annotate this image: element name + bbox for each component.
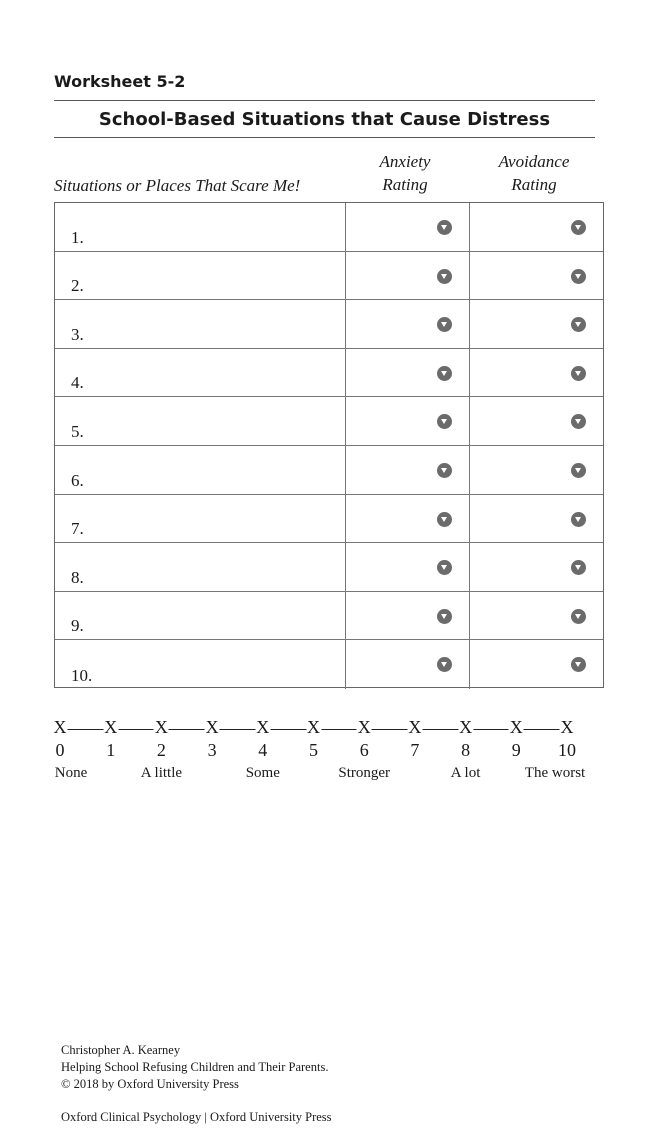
scale-mark: X <box>104 717 118 737</box>
anxiety-rating-cell[interactable] <box>346 543 470 591</box>
row-number: 2. <box>71 276 84 296</box>
avoidance-header-line1: Avoidance <box>498 152 570 171</box>
footer-book: Helping School Refusing Children and Their Parents. <box>61 1060 329 1074</box>
avoidance-dropdown-icon[interactable] <box>571 269 586 284</box>
avoidance-dropdown-icon[interactable] <box>571 657 586 672</box>
footer-author: Christopher A. Kearney <box>61 1043 181 1057</box>
anxiety-rating-cell[interactable] <box>346 446 470 494</box>
top-rule <box>54 100 595 101</box>
anxiety-column-header <box>345 150 465 196</box>
anxiety-rating-cell[interactable] <box>346 495 470 543</box>
row-number: 1. <box>71 227 84 247</box>
scale-number: 0 <box>55 740 65 760</box>
avoidance-dropdown-icon[interactable] <box>571 609 586 624</box>
scale-number: 10 <box>558 740 576 760</box>
row-number: 5. <box>71 421 84 441</box>
anxiety-rating-cell[interactable] <box>346 252 470 300</box>
anxiety-dropdown-icon[interactable] <box>437 414 452 429</box>
table-row <box>55 252 603 301</box>
scale-mark: X <box>408 717 422 737</box>
situations-table <box>54 202 604 688</box>
table-row <box>55 203 603 252</box>
scale-word: Stronger <box>338 765 391 781</box>
situation-cell[interactable] <box>55 397 346 445</box>
avoidance-dropdown-icon[interactable] <box>571 317 586 332</box>
avoidance-rating-cell[interactable] <box>470 640 603 689</box>
scale-mark: X <box>205 717 219 737</box>
scale-number: 2 <box>156 740 166 760</box>
table-row <box>55 446 603 495</box>
avoidance-rating-cell[interactable] <box>470 397 603 445</box>
table-row <box>55 543 603 592</box>
scale-number: 1 <box>106 740 116 760</box>
scale-number: 9 <box>511 740 521 760</box>
scale-number: 8 <box>461 740 471 760</box>
anxiety-dropdown-icon[interactable] <box>437 220 452 235</box>
situation-cell[interactable] <box>55 349 346 397</box>
anxiety-header-line1: Anxiety <box>379 152 431 171</box>
situation-cell[interactable] <box>55 495 346 543</box>
scale-number: 5 <box>309 740 318 760</box>
avoidance-dropdown-icon[interactable] <box>571 512 586 527</box>
situation-cell[interactable] <box>55 203 346 251</box>
table-row <box>55 300 603 349</box>
anxiety-rating-cell[interactable] <box>346 592 470 640</box>
scale-mark: X <box>307 717 320 737</box>
table-row <box>55 495 603 544</box>
table-row <box>55 640 603 689</box>
anxiety-dropdown-icon[interactable] <box>437 512 452 527</box>
situation-cell[interactable] <box>55 592 346 640</box>
row-number: 9. <box>71 616 84 636</box>
scale-number: 6 <box>359 740 369 760</box>
avoidance-dropdown-icon[interactable] <box>571 414 586 429</box>
footer-copyright: © 2018 by Oxford University Press <box>61 1077 239 1091</box>
scale-mark: X <box>459 717 473 737</box>
row-number: 10. <box>71 665 93 685</box>
row-number: 4. <box>71 373 84 393</box>
scale-mark: X <box>509 717 523 737</box>
scale-mark: X <box>256 717 270 737</box>
scale-word: None <box>54 765 88 781</box>
row-number: 7. <box>71 519 84 539</box>
anxiety-rating-cell[interactable] <box>346 300 470 348</box>
anxiety-dropdown-icon[interactable] <box>437 269 452 284</box>
situation-cell[interactable] <box>55 543 346 591</box>
table-row <box>55 592 603 641</box>
avoidance-rating-cell[interactable] <box>470 300 603 348</box>
anxiety-dropdown-icon[interactable] <box>437 366 452 381</box>
anxiety-header-line2: Rating <box>382 175 428 194</box>
situation-cell[interactable] <box>55 300 346 348</box>
avoidance-rating-cell[interactable] <box>470 543 603 591</box>
scale-word: A lot <box>450 765 481 781</box>
scale-mark: X <box>53 717 67 737</box>
scale-word: The worst <box>524 765 586 781</box>
avoidance-dropdown-icon[interactable] <box>571 220 586 235</box>
table-row <box>55 349 603 398</box>
scale-mark: X <box>357 717 371 737</box>
worksheet-title: School-Based Situations that Cause Distress <box>98 109 551 130</box>
row-number: 3. <box>71 324 84 344</box>
avoidance-rating-cell[interactable] <box>470 592 603 640</box>
anxiety-rating-cell[interactable] <box>346 349 470 397</box>
anxiety-dropdown-icon[interactable] <box>437 609 452 624</box>
avoidance-rating-cell[interactable] <box>470 203 603 251</box>
footer-series: Oxford Clinical Psychology | Oxford University Press <box>61 1110 332 1124</box>
row-number: 8. <box>71 567 84 587</box>
avoidance-dropdown-icon[interactable] <box>571 366 586 381</box>
scale-number: 4 <box>258 740 268 760</box>
scale-number: 7 <box>410 740 420 760</box>
situation-cell[interactable] <box>55 446 346 494</box>
scale-mark: X <box>154 717 168 737</box>
avoidance-dropdown-icon[interactable] <box>571 560 586 575</box>
avoidance-rating-cell[interactable] <box>470 446 603 494</box>
anxiety-dropdown-icon[interactable] <box>437 463 452 478</box>
table-row <box>55 397 603 446</box>
situations-column-header: Situations or Places That Scare Me! <box>54 176 301 195</box>
avoidance-rating-cell[interactable] <box>470 252 603 300</box>
situation-cell[interactable] <box>55 252 346 300</box>
worksheet-label: Worksheet 5-2 <box>54 72 186 91</box>
anxiety-rating-cell[interactable] <box>346 397 470 445</box>
avoidance-header-line2: Rating <box>511 175 557 194</box>
avoidance-dropdown-icon[interactable] <box>571 463 586 478</box>
anxiety-dropdown-icon[interactable] <box>437 560 452 575</box>
avoidance-rating-cell[interactable] <box>470 495 603 543</box>
scale-word: A little <box>140 765 183 781</box>
anxiety-dropdown-icon[interactable] <box>437 657 452 672</box>
avoidance-column-header <box>469 150 599 196</box>
anxiety-rating-cell[interactable] <box>346 640 470 689</box>
row-number: 6. <box>71 470 84 490</box>
title-rule <box>54 137 595 138</box>
scale-number: 3 <box>207 740 217 760</box>
situation-cell[interactable] <box>55 640 346 689</box>
scale-word: Some <box>245 765 280 781</box>
anxiety-dropdown-icon[interactable] <box>437 317 452 332</box>
scale-mark: X <box>560 717 574 737</box>
avoidance-rating-cell[interactable] <box>470 349 603 397</box>
anxiety-rating-cell[interactable] <box>346 203 470 251</box>
